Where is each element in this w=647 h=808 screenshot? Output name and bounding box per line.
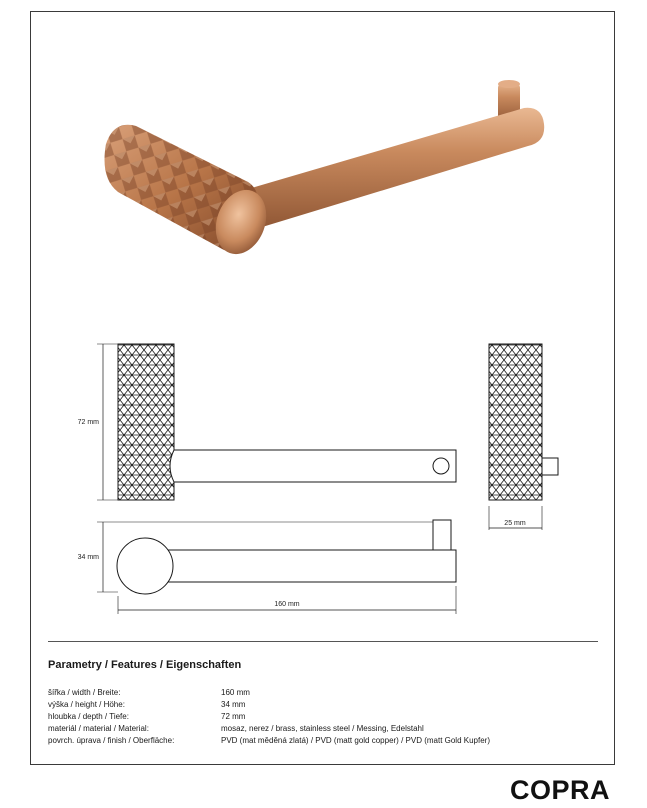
spec-value: PVD (mat měděná zlatá) / PVD (matt gold copper) / PVD (matt Gold Kupfer) (221, 736, 490, 745)
dim-depth-label: 34 mm (77, 554, 99, 561)
spec-label: materiál / material / Material: (48, 724, 149, 733)
features-title: Parametry / Features / Eigenschaften (48, 659, 242, 671)
dim-side-label: 25 mm (504, 520, 526, 527)
spec-label: povrch. úprava / finish / Oberfläche: (48, 736, 175, 745)
front-view (78, 344, 456, 500)
dim-height-label: 72 mm (77, 419, 99, 426)
spec-value: 34 mm (221, 700, 246, 709)
spec-value: mosaz, nerez / brass, stainless steel / Messing, Edelstahl (221, 724, 424, 733)
spec-value: 72 mm (221, 712, 246, 721)
spec-label: šířka / width / Breite: (48, 688, 121, 697)
spec-value: 160 mm (221, 688, 250, 697)
spec-label: výška / height / Höhe: (48, 700, 125, 709)
spec-label: hloubka / depth / Tiefe: (48, 712, 129, 721)
dim-width-label: 160 mm (274, 601, 300, 608)
side-view (489, 344, 558, 530)
brand-name: COPRA (510, 775, 611, 805)
top-view (78, 520, 456, 614)
section-divider (48, 641, 598, 642)
